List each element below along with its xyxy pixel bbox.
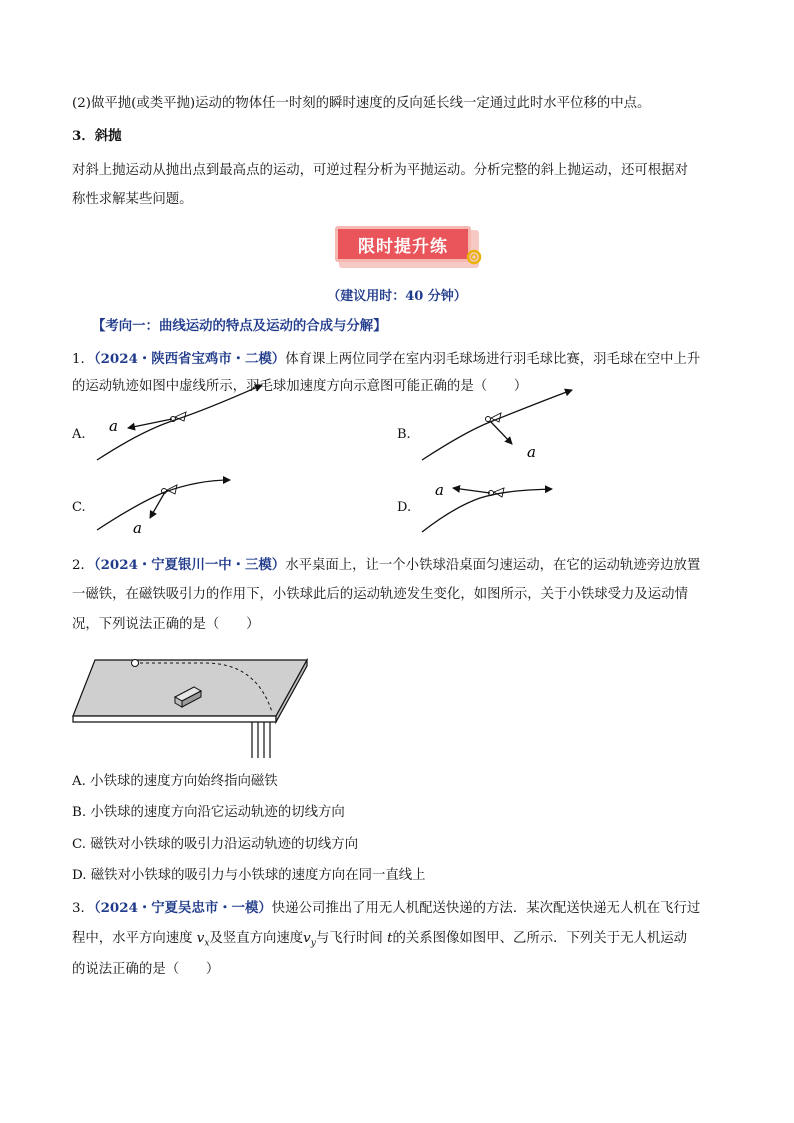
question-source: （2024・宁夏吴忠市・一模） — [93, 900, 272, 916]
vy-symbol: $v_y$ — [303, 931, 316, 949]
q2-option-b: B. 小铁球的速度方向沿它运动轨迹的切线方向 — [72, 805, 345, 820]
q2-option-c: C. 磁铁对小铁球的吸引力沿运动轨迹的切线方向 — [72, 837, 359, 852]
q2-option-d: D. 磁铁对小铁球的吸引力与小铁球的速度方向在同一直线上 — [72, 868, 426, 883]
option-a-label: A. — [72, 427, 86, 442]
question-text: 体育课上两位同学在室内羽毛球场进行羽毛球比赛，羽毛球在空中上升 — [285, 352, 701, 367]
question-text: 水平桌面上，让一个小铁球沿桌面匀速运动，在它的运动轨迹旁边放置 — [285, 558, 701, 573]
question-1-line2: 的运动轨迹如图中虚线所示，羽毛球加速度方向示意图可能正确的是（ ） — [72, 379, 528, 394]
question-number: 1． — [72, 352, 94, 367]
option-d-label: D. — [397, 500, 412, 515]
iron-ball — [132, 660, 139, 667]
accel-symbol-c: a — [133, 519, 142, 537]
table-magnet-diagram — [0, 640, 330, 760]
paragraph-oblique-line2: 称性求解某些问题。 — [72, 192, 193, 207]
accel-symbol-a: a — [109, 417, 118, 435]
option-c-label: C. — [72, 500, 86, 515]
question-number: 3． — [72, 901, 94, 916]
vx-symbol: $v_x$ — [196, 931, 210, 949]
question-source: （2024・宁夏银川一中・三模） — [93, 557, 286, 573]
question-text: 快递公司推出了用无人机配送快递的方法．某次配送快递无人机在飞行过 — [271, 901, 701, 916]
question-source: （2024・陕西省宝鸡市・二模） — [93, 351, 286, 367]
question-number: 2． — [72, 558, 94, 573]
option-d-diagram — [422, 481, 552, 532]
section-title-oblique-projectile: 3．斜抛 — [72, 128, 122, 144]
option-c-diagram — [97, 480, 230, 537]
q2-option-a: A. 小铁球的速度方向始终指向磁铁 — [72, 774, 278, 789]
paragraph-oblique-line1: 对斜上抛运动从抛出点到最高点的运动，可逆过程分析为平抛运动。分析完整的斜上抛运动，还可根据对 — [72, 163, 688, 178]
question-2-line1 — [72, 556, 700, 575]
t-symbol: t — [387, 931, 393, 946]
question-3-line2: 程中，水平方向速度 $v_x$及竖直方向速度$v_y$与飞行时间 t的关系图像如图甲、乙所示．下列关于无人机运动 — [72, 931, 688, 949]
option-a-diagram — [97, 385, 262, 460]
question-3-line1 — [72, 899, 700, 918]
suggested-time: （建议用时：40 分钟） — [327, 289, 467, 304]
accel-symbol-d: a — [435, 481, 444, 499]
badge-title: 限时提升练 — [335, 226, 471, 262]
topic-heading: 【考向一：曲线运动的特点及运动的合成与分解】 — [92, 318, 387, 334]
question-3-line3: 的说法正确的是（ ） — [72, 962, 220, 977]
option-b-diagram — [422, 390, 572, 461]
accel-symbol-b: a — [527, 443, 536, 461]
question-2-line2: 一磁铁，在磁铁吸引力的作用下，小铁球此后的运动轨迹发生变化，如图所示，关于小铁球受力及运动情 — [72, 587, 688, 602]
option-b-label: B. — [397, 427, 411, 442]
question-2-line3: 况，下列说法正确的是（ ） — [72, 617, 260, 632]
q1-diagrams — [0, 0, 794, 560]
paragraph-trajectory-midpoint: (2)做平抛(或类平抛)运动的物体任一时刻的瞬时速度的反向延长线一定通过此时水平位移的中点。 — [72, 96, 651, 111]
shuttlecock-icon — [489, 488, 505, 497]
